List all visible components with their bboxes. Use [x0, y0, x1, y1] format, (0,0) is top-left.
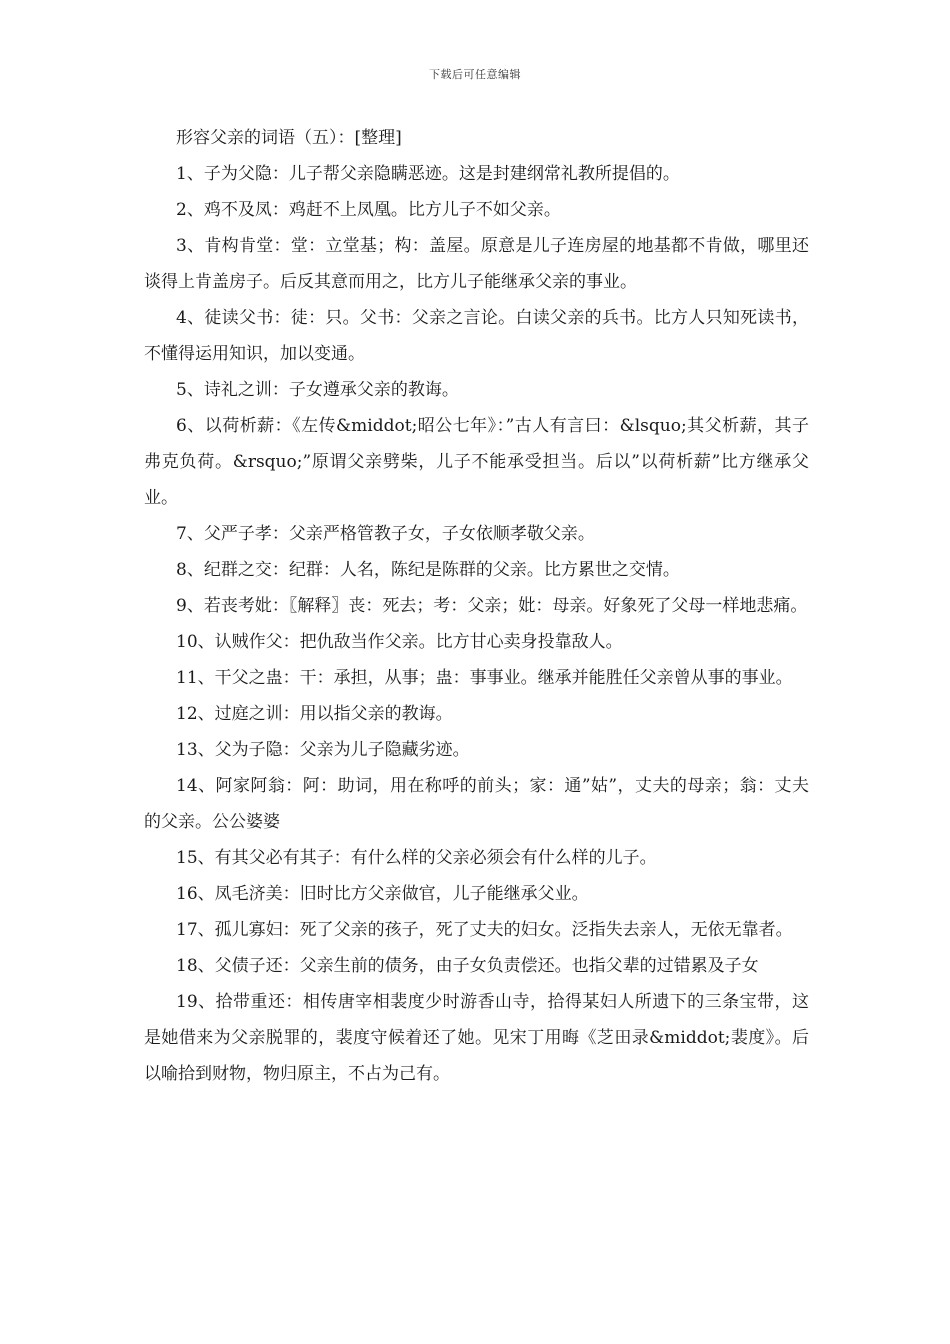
entry-3: 3、肯构肯堂：堂：立堂基；构：盖屋。原意是儿子连房屋的地基都不肯做，哪里还谈得上肯盖房子。后反其意而用之，比方儿子能继承父亲的事业。 [144, 236, 809, 292]
entry-1: 1、子为父隐：儿子帮父亲隐瞒恶迹。这是封建纲常礼教所提倡的。 [176, 164, 680, 184]
entry-7: 7、父严子孝：父亲严格管教子女，子女依顺孝敬父亲。 [176, 524, 595, 544]
document-body [144, 120, 809, 1092]
entry-9: 9、若丧考妣：〖解释〗丧：死去；考：父亲；妣：母亲。好象死了父母一样地悲痛。 [176, 596, 808, 616]
entry-19: 19、拾带重还：相传唐宰相裴度少时游香山寺，拾得某妇人所遗下的三条宝带，这是她借来为父亲脱罪的，裴度守候着还了她。见宋丁用晦《芝田录&middot;裴度》。后以喻拾到财物，物归原主，不占为己有。 [144, 992, 809, 1084]
entry-5: 5、诗礼之训：子女遵承父亲的教诲。 [176, 380, 459, 400]
document-title: 形容父亲的词语（五）：[整理] [176, 128, 402, 148]
entry-14: 14、阿家阿翁：阿：助词，用在称呼的前头；家：通”姑”，丈夫的母亲；翁：丈夫的父亲。公公婆婆 [144, 776, 809, 832]
entry-13: 13、父为子隐：父亲为儿子隐藏劣迹。 [176, 740, 470, 760]
entry-16: 16、凤毛济美：旧时比方父亲做官，儿子能继承父业。 [176, 884, 589, 904]
entry-17: 17、孤儿寡妇：死了父亲的孩子，死了丈夫的妇女。泛指失去亲人，无依无靠者。 [176, 920, 793, 940]
entry-15: 15、有其父必有其子：有什么样的父亲必须会有什么样的儿子。 [176, 848, 657, 868]
entry-10: 10、认贼作父：把仇敌当作父亲。比方甘心卖身投靠敌人。 [176, 632, 623, 652]
entry-11: 11、干父之蛊：干：承担，从事；蛊：事事业。继承并能胜任父亲曾从事的事业。 [176, 668, 793, 688]
entry-6: 6、以荷析薪：《左传&middot;昭公七年》：”古人有言曰：&lsquo;其父析薪，其子弗克负荷。&rsquo;”原谓父亲劈柴，儿子不能承受担当。后以”以荷析薪”比方继承父业。 [144, 416, 809, 508]
entry-12: 12、过庭之训：用以指父亲的教诲。 [176, 704, 453, 724]
entry-18: 18、父债子还：父亲生前的债务，由子女负责偿还。也指父辈的过错累及子女 [176, 956, 759, 976]
entry-4: 4、徒读父书：徒：只。父书：父亲之言论。白读父亲的兵书。比方人只知死读书，不懂得运用知识，加以变通。 [144, 308, 809, 364]
page-header: 下载后可任意编辑 [429, 68, 521, 81]
entry-2: 2、鸡不及凤：鸡赶不上凤凰。比方儿子不如父亲。 [176, 200, 561, 220]
entry-8: 8、纪群之交：纪群：人名，陈纪是陈群的父亲。比方累世之交情。 [176, 560, 680, 580]
